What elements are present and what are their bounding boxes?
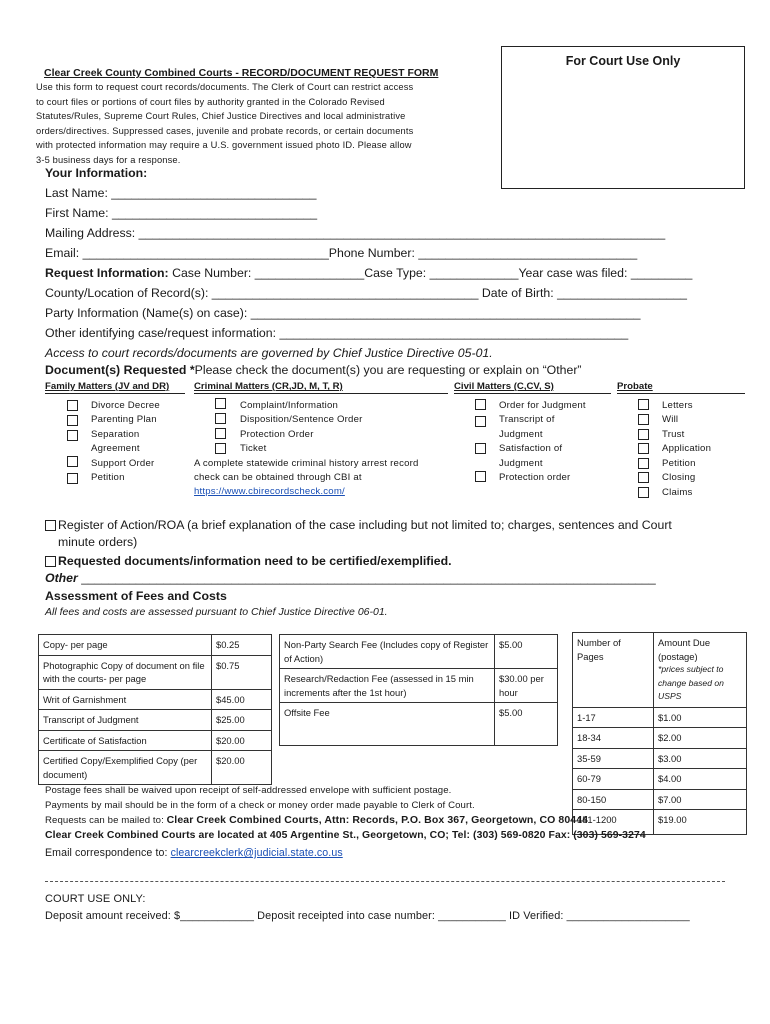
divorce-decree-checkbox[interactable]	[67, 400, 78, 411]
register-of-action-checkbox[interactable]	[45, 520, 56, 531]
table-row	[573, 769, 747, 790]
payment-text: Payments by mail should be in the form of a check or money order made payable to Clerk of Court.	[45, 800, 475, 811]
application-label: Application	[662, 443, 712, 454]
will-checkbox[interactable]	[638, 414, 649, 425]
pages-header: Number of Pages	[573, 633, 654, 708]
other-blank[interactable]: ____________________________________________________________________________________	[77, 571, 656, 585]
email-phone-field[interactable]: Email: ____________________________________Phone Number: ________________________________	[45, 246, 638, 260]
support-order-checkbox[interactable]	[67, 456, 78, 467]
criminal-matters-heading: Criminal Matters (CR,JD, M, T, R)	[194, 381, 343, 392]
email-label: Email correspondence to:	[45, 847, 171, 859]
divider	[45, 393, 185, 394]
will-label: Will	[662, 414, 679, 425]
table-row	[280, 669, 558, 703]
postage-amount: $1.00	[654, 707, 747, 728]
satisfaction-of-judgment-checkbox[interactable]	[475, 443, 486, 454]
fee-item: Transcript of Judgment	[39, 710, 212, 731]
deposit-line[interactable]: Deposit amount received: $____________ Deposit receipted into case number: ___________ ID Verified: ____________________	[45, 910, 690, 922]
clerk-email-link[interactable]: clearcreekclerk@judicial.state.co.us	[170, 847, 343, 859]
table-row	[573, 728, 747, 749]
probate-petition-label: Petition	[662, 458, 696, 469]
intro-line: 3-5 business days for a response.	[36, 154, 181, 165]
divider	[194, 393, 448, 394]
civil-matters-heading: Civil Matters (C,CV, S)	[454, 381, 554, 392]
postage-amount: $3.00	[654, 748, 747, 769]
amount-due-header	[654, 633, 747, 708]
order-for-judgment-label: Order for Judgment	[499, 400, 586, 411]
table-row	[573, 789, 747, 810]
table-row	[280, 703, 558, 746]
your-information-heading: Your Information:	[45, 166, 148, 180]
intro-line: with protected information may require a U.S. government issued photo ID. Please allow	[36, 140, 412, 151]
divorce-decree-label: Divorce Decree	[91, 400, 160, 411]
table-row	[39, 689, 272, 710]
cbi-note: check can be obtained through CBI at	[194, 472, 362, 483]
disposition-sentence-label: Disposition/Sentence Order	[240, 414, 363, 425]
court-use-colon: :	[142, 893, 146, 905]
separation-agreement-label: Separation	[91, 429, 140, 440]
ticket-checkbox[interactable]	[215, 443, 226, 454]
fee-amount: $5.00	[495, 635, 558, 669]
fee-amount: $0.75	[212, 655, 272, 689]
cbi-note: A complete statewide criminal history arrest record	[194, 458, 419, 469]
parenting-plan-label: Parenting Plan	[91, 414, 157, 425]
divider	[617, 393, 745, 394]
separation-agreement-checkbox[interactable]	[67, 430, 78, 441]
probate-heading: Probate	[617, 381, 653, 392]
first-name-field[interactable]: First Name: ______________________________	[45, 206, 318, 220]
postage-amount: $19.00	[654, 810, 747, 835]
pages-range: 18-34	[573, 728, 654, 749]
other-label: Other	[45, 571, 78, 585]
fees-heading: Assessment of Fees and Costs	[45, 589, 227, 603]
cbi-records-link[interactable]: https://www.cbirecordscheck.com/	[194, 486, 345, 497]
fee-amount: $45.00	[212, 689, 272, 710]
postage-note: *prices subject to change based on USPS	[658, 664, 724, 701]
probate-petition-checkbox[interactable]	[638, 458, 649, 469]
intro-text	[36, 80, 476, 168]
fee-amount: $20.00	[212, 730, 272, 751]
court-use-only-heading	[45, 893, 146, 905]
fee-item: Writ of Garnishment	[39, 689, 212, 710]
pages-range: 80-150	[573, 789, 654, 810]
court-use-only-label: COURT USE ONLY	[45, 893, 143, 905]
court-location-text: Clear Creek Combined Courts are located at 405 Argentine St., Georgetown, CO; Tel: (303) 569-0820 Fax: (303) 569-3274	[45, 830, 646, 841]
letters-checkbox[interactable]	[638, 399, 649, 410]
fees-table-search	[279, 634, 558, 746]
fee-amount: $0.25	[212, 635, 272, 656]
table-row	[39, 655, 272, 689]
civil-protection-order-label: Protection order	[499, 472, 571, 483]
postage-amount: $7.00	[654, 789, 747, 810]
fee-item: Photographic Copy of document on file with the courts- per page	[39, 655, 212, 689]
table-row	[573, 633, 747, 708]
transcript-of-judgment-label: Transcript of	[499, 414, 555, 425]
case-number-field[interactable]: Case Number: ________________Case Type: _____________Year case was filed: _________	[168, 266, 693, 280]
satisfaction-of-judgment-label: Satisfaction of	[499, 443, 563, 454]
table-row	[573, 707, 747, 728]
postage-amount: $2.00	[654, 728, 747, 749]
complaint-information-checkbox[interactable]	[215, 398, 226, 409]
fee-amount: $20.00	[212, 751, 272, 785]
intro-line: orders/directives. Suppressed cases, juvenile and probate records, or certain documents	[36, 125, 414, 136]
fee-item: Non-Party Search Fee (Includes copy of Register of Action)	[280, 635, 495, 669]
county-location-field[interactable]: County/Location of Record(s): _______________________________________ Date of Birth: ___________________	[45, 286, 688, 300]
fee-item: Research/Redaction Fee (assessed in 15 min increments after the 1st hour)	[280, 669, 495, 703]
transcript-of-judgment-label: Judgment	[499, 429, 543, 440]
documents-requested-label: Document(s) Requested *	[45, 363, 195, 377]
petition-label: Petition	[91, 472, 125, 483]
amount-due-title: Amount Due (postage)	[658, 637, 711, 662]
claims-checkbox[interactable]	[638, 487, 649, 498]
documents-requested-line	[45, 363, 582, 377]
certified-label: Requested documents/information need to be certified/exemplified.	[58, 554, 452, 568]
postage-amount: $4.00	[654, 769, 747, 790]
claims-label: Claims	[662, 487, 693, 498]
pages-range: 35-59	[573, 748, 654, 769]
divider	[45, 881, 725, 882]
request-information-line[interactable]	[45, 266, 692, 280]
fee-item: Offsite Fee	[280, 703, 495, 746]
protection-order-checkbox[interactable]	[215, 428, 226, 439]
closing-checkbox[interactable]	[638, 472, 649, 483]
other-field[interactable]	[45, 571, 656, 585]
fees-table-copies	[38, 634, 272, 785]
mailing-address-text	[45, 814, 588, 826]
court-use-box-title: For Court Use Only	[565, 54, 681, 68]
table-row	[280, 635, 558, 669]
disposition-sentence-checkbox[interactable]	[215, 413, 226, 424]
intro-line: Statutes/Rules, Supreme Court Rules, Chief Justice Directives and local administrative	[36, 111, 406, 122]
mailed-to-label: Requests can be mailed to:	[45, 815, 167, 826]
table-row	[39, 710, 272, 731]
table-row	[39, 730, 272, 751]
last-name-field[interactable]: Last Name: ______________________________	[45, 186, 317, 200]
divider	[454, 393, 611, 394]
table-row	[39, 751, 272, 785]
support-order-label: Support Order	[91, 458, 155, 469]
pages-range: 60-79	[573, 769, 654, 790]
application-checkbox[interactable]	[638, 443, 649, 454]
trust-checkbox[interactable]	[638, 429, 649, 440]
petition-checkbox[interactable]	[67, 473, 78, 484]
access-note: Access to court records/documents are governed by Chief Justice Directive 05-01.	[45, 346, 493, 360]
fee-amount: $25.00	[212, 710, 272, 731]
postage-waiver-text: Postage fees shall be waived upon receipt of self-addressed envelope with sufficient postage.	[45, 785, 452, 796]
court-use-box	[501, 46, 745, 189]
fee-amount: $30.00 per hour	[495, 669, 558, 703]
register-of-action-label: minute orders)	[58, 535, 138, 549]
certified-checkbox[interactable]	[45, 556, 56, 567]
fee-item: Certificate of Satisfaction	[39, 730, 212, 751]
order-for-judgment-checkbox[interactable]	[475, 399, 486, 410]
pages-range: 151-1200	[573, 810, 654, 835]
intro-line: to court files or portions of court files by authority granted in the Colorado Revised	[36, 96, 385, 107]
transcript-of-judgment-checkbox[interactable]	[475, 416, 486, 427]
intro-line: Use this form to request court records/documents. The Clerk of Court can restrict access	[36, 82, 414, 92]
table-row	[573, 748, 747, 769]
civil-protection-order-checkbox[interactable]	[475, 471, 486, 482]
mailed-to-address: Clear Creek Combined Courts, Attn: Records, P.O. Box 367, Georgetown, CO 80444	[166, 814, 589, 826]
register-of-action-label: Register of Action/ROA (a brief explanation of the case including but not limited to; charges, sentences and Court	[58, 518, 672, 532]
email-correspondence	[45, 847, 343, 859]
pages-range: 1-17	[573, 707, 654, 728]
party-information-field[interactable]: Party Information (Name(s) on case): _________________________________________________________	[45, 306, 641, 320]
postage-table	[572, 632, 747, 835]
table-row	[39, 635, 272, 656]
form-title: Clear Creek County Combined Courts - RECORD/DOCUMENT REQUEST FORM	[44, 67, 439, 79]
request-information-label: Request Information:	[45, 266, 169, 280]
letters-label: Letters	[662, 400, 693, 411]
protection-order-label: Protection Order	[240, 429, 314, 440]
documents-requested-instructions: Please check the document(s) you are requesting or explain on “Other”	[194, 363, 582, 377]
ticket-label: Ticket	[240, 443, 267, 454]
closing-label: Closing	[662, 472, 696, 483]
fees-note: All fees and costs are assessed pursuant to Chief Justice Directive 06-01.	[45, 606, 388, 618]
fee-item: Certified Copy/Exemplified Copy (per document)	[39, 751, 212, 785]
fee-item: Copy- per page	[39, 635, 212, 656]
fee-amount: $5.00	[495, 703, 558, 746]
family-matters-heading: Family Matters (JV and DR)	[45, 381, 170, 392]
mailing-address-field[interactable]: Mailing Address: _____________________________________________________________________________	[45, 226, 666, 240]
separation-agreement-label: Agreement	[91, 443, 140, 454]
parenting-plan-checkbox[interactable]	[67, 415, 78, 426]
complaint-information-label: Complaint/Information	[240, 400, 339, 411]
trust-label: Trust	[662, 429, 685, 440]
other-identifying-field[interactable]: Other identifying case/request information: ___________________________________________________	[45, 326, 629, 340]
satisfaction-of-judgment-label: Judgment	[499, 458, 543, 469]
